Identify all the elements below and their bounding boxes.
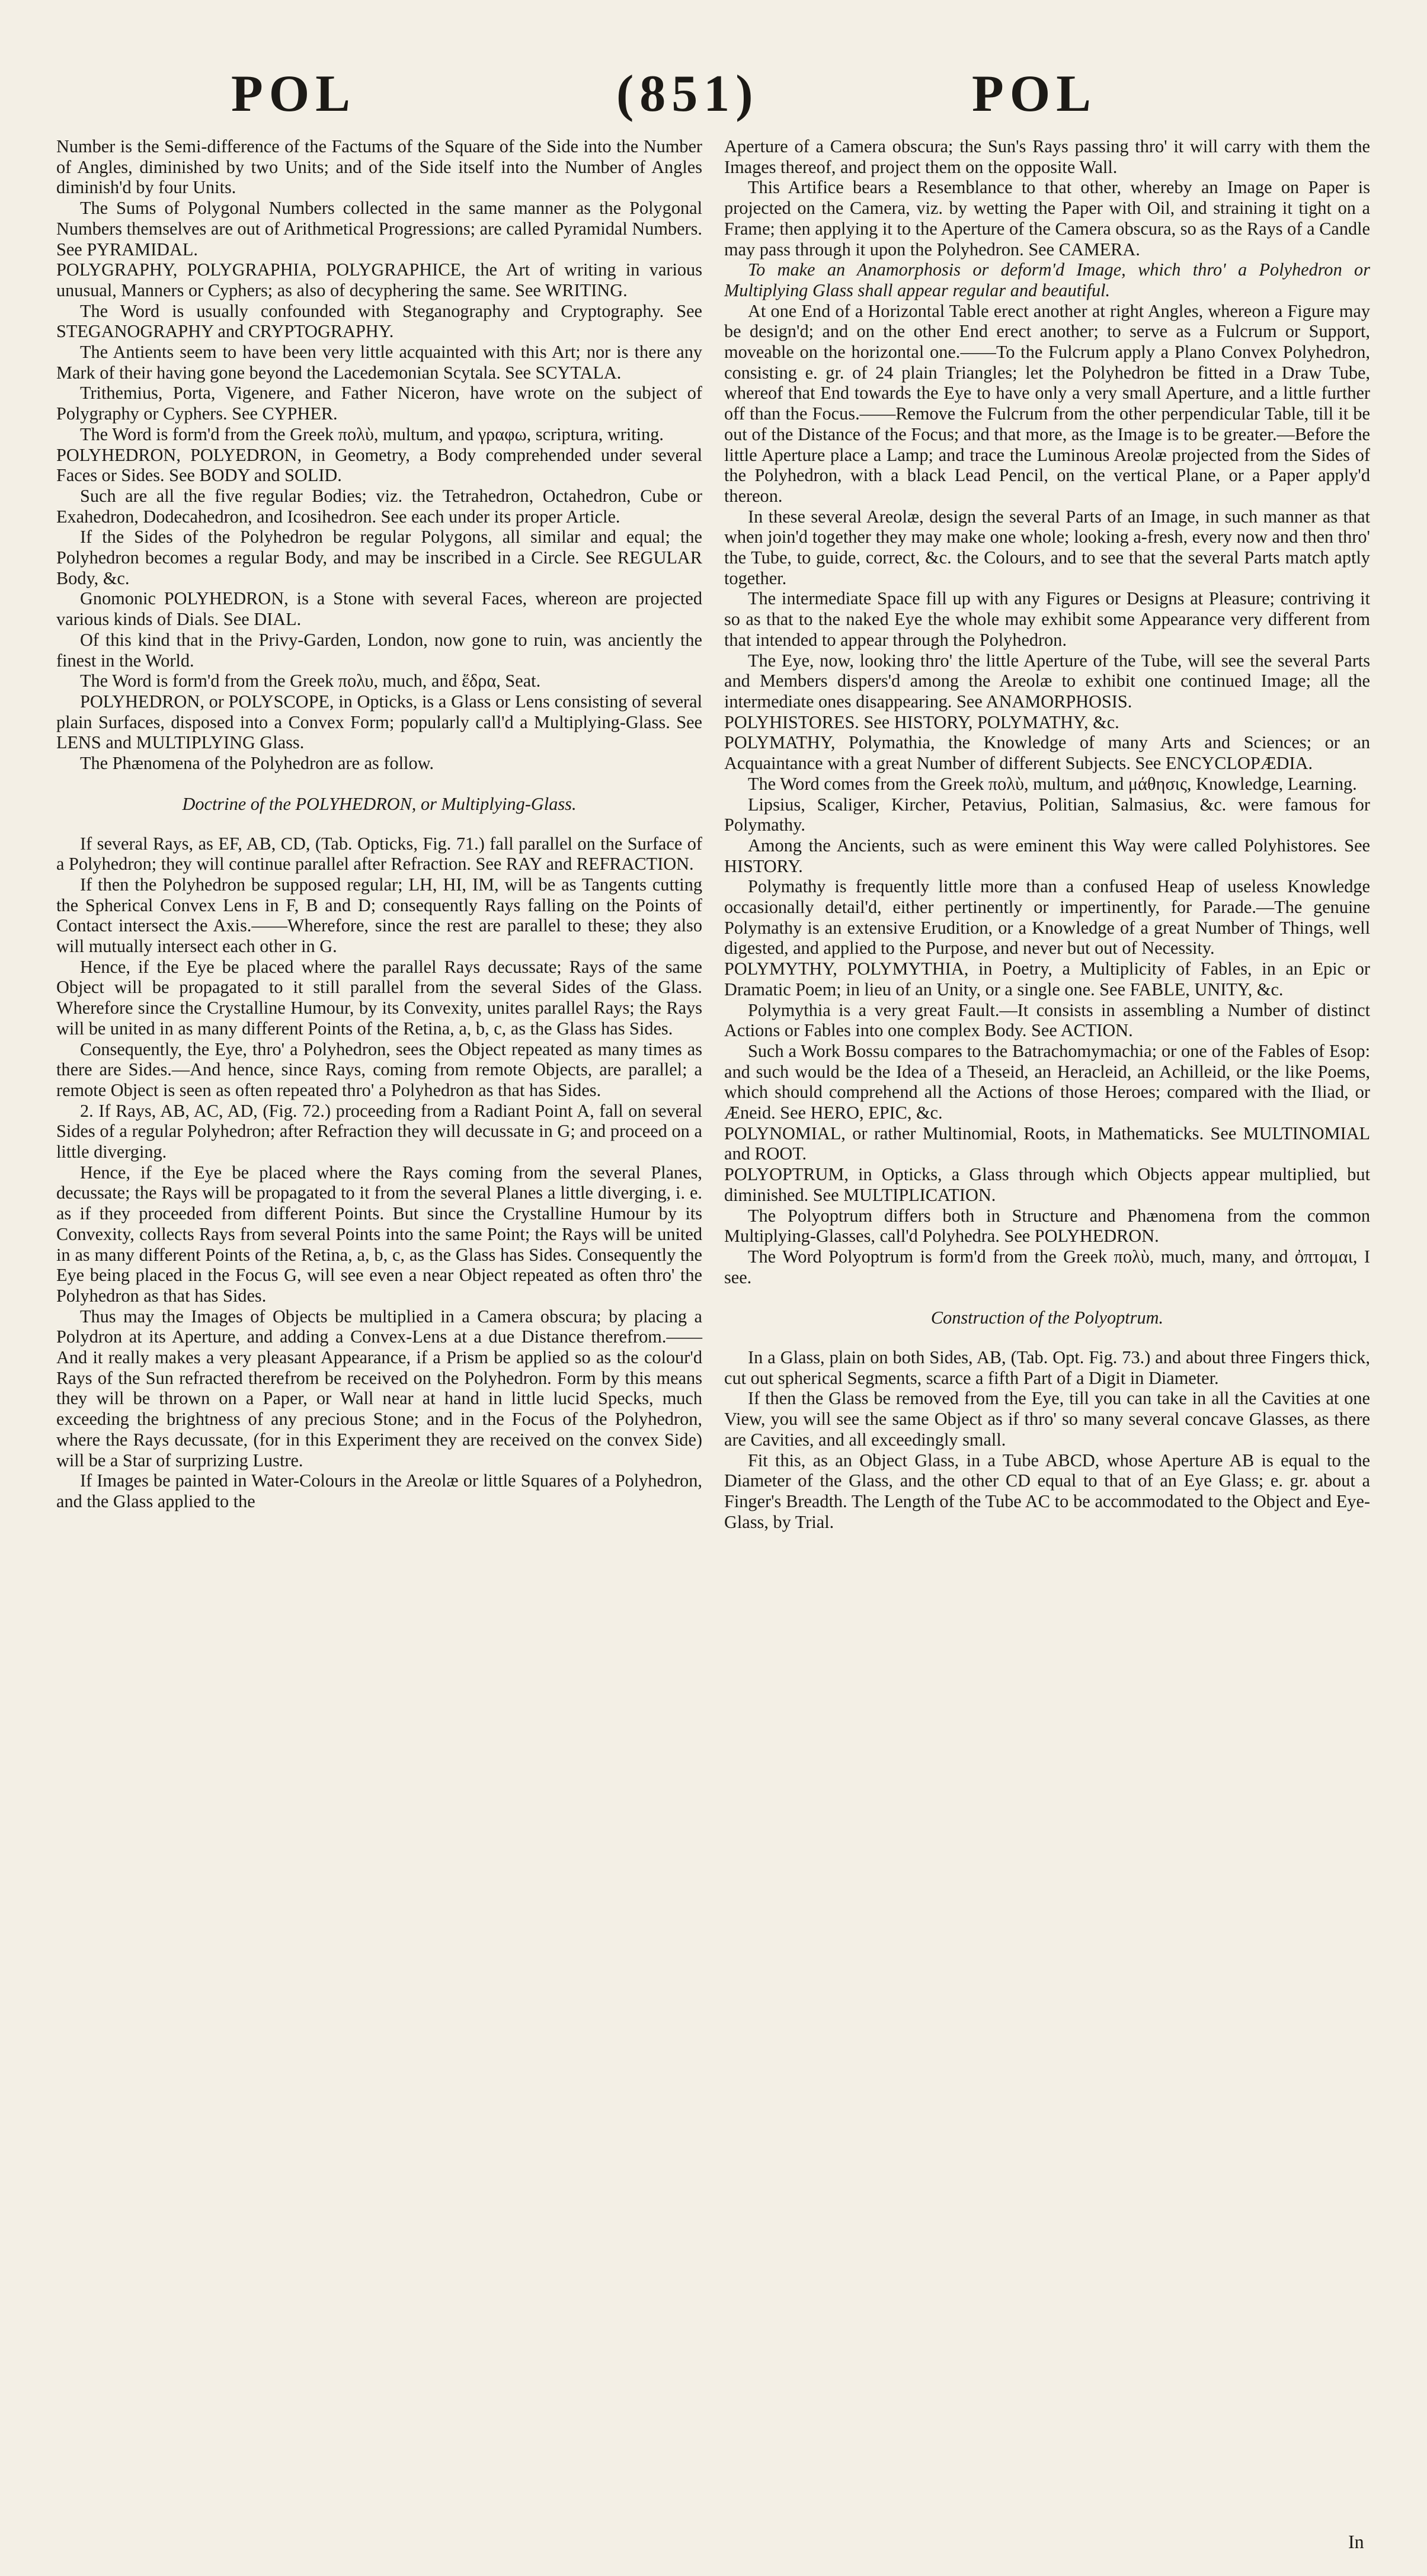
entry-polyhistores: POLYHISTORES. See HISTORY, POLYMATHY, &c. — [724, 712, 1119, 732]
paragraph: Polymathy is frequently little more than a confused Heap of useless Knowledge occasionally detail'd, either pertinently or impertinently, for Parade.—The genuine Polymathy is an extensive Erudition, or a Knowledge of a great Number of Things, well digested, and applied to the Purpose, and never but out of Necessity. — [724, 876, 1370, 959]
paragraph: In a Glass, plain on both Sides, AB, (Tab. Opt. Fig. 73.) and about three Fingers thick, cut out spherical Segments, scarce a fifth Part of a Digit in Diameter. — [724, 1347, 1370, 1388]
paragraph: This Artifice bears a Resemblance to that other, whereby an Image on Paper is projected on the Camera, viz. by wetting the Paper with Oil, and straining it tight on a Frame; then applying it to the Aperture of the Camera obscura, so as the Rays of a Candle may pass through it upon the Polyhedron. See CAMERA. — [724, 177, 1370, 259]
catchword: In — [1348, 2531, 1364, 2552]
paragraph: The Eye, now, looking thro' the little Aperture of the Tube, will see the several Parts and Members dispers'd among the Areolæ to exhibit one continued Image; all the intermediate ones disappearing. See ANAMORPHOSIS. — [724, 650, 1370, 712]
paragraph: 2. If Rays, AB, AC, AD, (Fig. 72.) proceeding from a Radiant Point A, fall on several Sides of a regular Polyhedron; after Refraction they will decussate in G; and proceed on a little diverging. — [56, 1100, 702, 1162]
paragraph: The Word is form'd from the Greek πολυ, much, and ἕδρα, Seat. — [80, 671, 541, 691]
paragraph: Number is the Semi-difference of the Factums of the Square of the Side into the Number of Angles, diminished by two Units; and of the Side itself into the Number of Angles diminish'd by four Units. — [56, 136, 702, 198]
paragraph: Fit this, as an Object Glass, in a Tube ABCD, whose Aperture AB is equal to the Diameter of the Glass, and the other CD equal to that of an Eye Glass; e. gr. about a Finger's Breadth. The Length of the Tube AC to be accommodated to the Object and Eye-Glass, by Trial. — [724, 1450, 1370, 1532]
entry-polyoptrum: POLYOPTRUM, in Opticks, a Glass through which Objects appear multiplied, but diminished. See MULTIPLICATION. — [724, 1164, 1370, 1205]
header-left-keyword: POL — [231, 65, 356, 123]
entry-polymathy: POLYMATHY, Polymathia, the Knowledge of many Arts and Sciences; or an Acquaintance with a great Number of different Subjects. See ENCYCLOPÆDIA. — [724, 732, 1370, 774]
paragraph: The Word is form'd from the Greek πολὺ, multum, and γραφω, scriptura, writing. — [80, 424, 664, 444]
entry-polyhedron: POLYHEDRON, POLYEDRON, in Geometry, a Body comprehended under several Faces or Sides. See BODY and SOLID. — [56, 444, 702, 486]
paragraph: Among the Ancients, such as were eminent this Way were called Polyhistores. See HISTORY. — [724, 835, 1370, 876]
paragraph: Hence, if the Eye be placed where the Rays coming from the several Planes, decussate; the Rays will be propagated to it from the several Planes a little diverging, i. e. as if they proceeded from different Points. But since the Crystalline Humour by its Convexity, collects Rays from several Points into the same Point; the Rays will be united in as many different Points of the Retina, a, b, c, as the Glass has Sides. Consequently the Eye being placed in the Focus G, will see even a near Object repeated as often thro' the Polyhedron as that has Sides. — [56, 1162, 702, 1306]
right-column — [724, 136, 1370, 1532]
paragraph: POLYHEDRON, or POLYSCOPE, in Opticks, is a Glass or Lens consisting of several plain Surfaces, disposed into a Convex Form; popularly call'd a Multiplying-Glass. See LENS and MULTIPLYING Glass. — [56, 691, 702, 753]
paragraph: The Phænomena of the Polyhedron are as follow. — [80, 753, 434, 774]
paragraph: The Antients seem to have been very little acquainted with this Art; nor is there any Mark of their having gone beyond the Lacedemonian Scytala. See SCYTALA. — [56, 342, 702, 383]
paragraph: Polymythia is a very great Fault.—It consists in assembling a Number of distinct Actions or Fables into one complex Body. See ACTION. — [724, 999, 1370, 1041]
paragraph: The Word is usually confounded with Steganography and Cryptography. See STEGANOGRAPHY and CRYPTOGRAPHY. — [56, 300, 702, 342]
paragraph: If then the Polyhedron be supposed regular; LH, HI, IM, will be as Tangents cutting the Spherical Convex Lens in F, B and D; consequently Rays falling on the Points of Contact intersect the Axis.——Wherefore, since the rest are parallel to these; they also will mutually intersect each other in G. — [56, 874, 702, 957]
header-right-keyword: POL — [972, 65, 1097, 123]
paragraph: Lipsius, Scaliger, Kircher, Petavius, Politian, Salmasius, &c. were famous for Polymathy. — [724, 794, 1370, 835]
paragraph: Hence, if the Eye be placed where the parallel Rays decussate; Rays of the same Object will be propagated to it still parallel from the several Sides of the Glass. Wherefore since the Crystalline Humour, by its Convexity, unites parallel Rays; the Rays will be united in as many different Points of the Retina, a, b, c, as the Glass has Sides. — [56, 956, 702, 1039]
section-heading: Doctrine of the POLYHEDRON, or Multiplying-Glass. — [182, 793, 577, 814]
left-column — [56, 136, 702, 1512]
paragraph: The Polyoptrum differs both in Structure and Phænomena from the common Multiplying-Glasses, call'd Polyhedra. See POLYHEDRON. — [724, 1205, 1370, 1247]
paragraph: At one End of a Horizontal Table erect another at right Angles, whereon a Figure may be design'd; and on the other End erect another; to serve as a Fulcrum or Support, moveable on the horizontal one.——To the Fulcrum apply a Plano Convex Polyhedron, consisting e. gr. of 24 plain Triangles; let the Polyhedron be fitted in a Draw Tube, whereof that End towards the Eye to have only a very small Aperture, and a little further off than the Focus.——Remove the Fulcrum from the other perpendicular Table, till it be out of the Distance of the Focus; and that more, as the Image is to be greater.—Before the little Aperture place a Lamp; and trace the Luminous Areolæ projected from the Sides of the Polyhedron, with a black Lead Pencil, on the vertical Plane, or a Paper apply'd thereon. — [724, 300, 1370, 506]
paragraph: The Sums of Polygonal Numbers collected in the same manner as the Polygonal Numbers themselves are out of Arithmetical Progressions; are called Pyramidal Numbers. See PYRAMIDAL. — [56, 198, 702, 259]
paragraph: Consequently, the Eye, thro' a Polyhedron, sees the Object repeated as many times as there are Sides.—And hence, since Rays, coming from remote Objects, are parallel; a remote Object is seen as often repeated thro' a Polyhedron as that has Sides. — [56, 1039, 702, 1100]
section-heading: Construction of the Polyoptrum. — [930, 1308, 1164, 1328]
paragraph: Gnomonic POLYHEDRON, is a Stone with several Faces, whereon are projected various kinds of Dials. See DIAL. — [56, 588, 702, 630]
italic-heading: To make an Anamorphosis or deform'd Image, which thro' a Polyhedron or Multiplying Glass shall appear regular and beautiful. — [724, 259, 1370, 300]
paragraph: The Word Polyoptrum is form'd from the Greek πολὺ, much, many, and ὀπτομαι, I see. — [724, 1246, 1370, 1287]
paragraph: Thus may the Images of Objects be multiplied in a Camera obscura; by placing a Polydron at its Aperture, and adding a Convex-Lens at a due Distance therefrom.——And it really makes a very pleasant Appearance, if a Prism be applied so as the colour'd Rays of the Sun refracted therefrom be received on the Polyhedron. Form by this means they will be thrown on a Paper, or Wall near at hand in little lucid Specks, much exceeding the brightness of any precious Stone; and in the Focus of the Polyhedron, where the Rays decussate, (for in this Experiment they are received on the convex Side) will be a Star of surprizing Lustre. — [56, 1306, 702, 1470]
paragraph: Such a Work Bossu compares to the Batrachomymachia; or one of the Fables of Esop: and such would be the Idea of a Theseid, an Heracleid, an Achilleid, or the like Poems, which should comprehend all the Actions of those Heroes; compared with the Iliad, or Æneid. See HERO, EPIC, &c. — [724, 1040, 1370, 1123]
paragraph: If several Rays, as EF, AB, CD, (Tab. Opticks, Fig. 71.) fall parallel on the Surface of a Polyhedron; they will continue parallel after Refraction. See RAY and REFRACTION. — [56, 833, 702, 874]
paragraph: The intermediate Space fill up with any Figures or Designs at Pleasure; contriving it so as that to the naked Eye the whole may exhibit some Appearance very different from that intended to appear through the Polyhedron. — [724, 588, 1370, 650]
paragraph: If the Sides of the Polyhedron be regular Polygons, all similar and equal; the Polyhedron becomes a regular Body, and may be inscribed in a Circle. See REGULAR Body, &c. — [56, 527, 702, 588]
page-header — [0, 64, 1427, 129]
entry-polymythy: POLYMYTHY, POLYMYTHIA, in Poetry, a Multiplicity of Fables, in an Epic or Dramatic Poem; in lieu of an Unity, or a single one. See FABLE, UNITY, &c. — [724, 959, 1370, 999]
paragraph: If then the Glass be removed from the Eye, till you can take in all the Cavities at one View, you will see the same Object as if thro' so many several concave Glasses, as there are Cavities, and all exceedingly small. — [724, 1388, 1370, 1450]
paragraph: Such are all the five regular Bodies; viz. the Tetrahedron, Octahedron, Cube or Exahedron, Dodecahedron, and Icosihedron. See each under its proper Article. — [56, 485, 702, 527]
paragraph: Aperture of a Camera obscura; the Sun's Rays passing thro' it will carry with them the Images thereof, and project them on the opposite Wall. — [724, 136, 1370, 177]
paragraph: Trithemius, Porta, Vigenere, and Father Niceron, have wrote on the subject of Polygraphy or Cyphers. See CYPHER. — [56, 383, 702, 424]
page-number: (851) — [616, 65, 759, 123]
paragraph: The Word comes from the Greek πολὺ, multum, and μάθησις, Knowledge, Learning. — [748, 773, 1357, 794]
paragraph: Of this kind that in the Privy-Garden, London, now gone to ruin, was anciently the finest in the World. — [56, 629, 702, 671]
entry-polygraphy: POLYGRAPHY, POLYGRAPHIA, POLYGRAPHICE, the Art of writing in various unusual, Manners or Cyphers; as also of decyphering the same. See WRITING. — [56, 259, 702, 300]
paragraph: If Images be painted in Water-Colours in the Areolæ or little Squares of a Polyhedron, and the Glass applied to the — [56, 1470, 702, 1511]
paragraph: In these several Areolæ, design the several Parts of an Image, in such manner as that when join'd together they may make one whole; looking a-fresh, every now and then thro' the Tube, to guide, correct, &c. the Colours, and to see that the several Parts match aptly together. — [724, 506, 1370, 588]
entry-polynomial: POLYNOMIAL, or rather Multinomial, Roots, in Mathematicks. See MULTINOMIAL and ROOT. — [724, 1123, 1370, 1164]
